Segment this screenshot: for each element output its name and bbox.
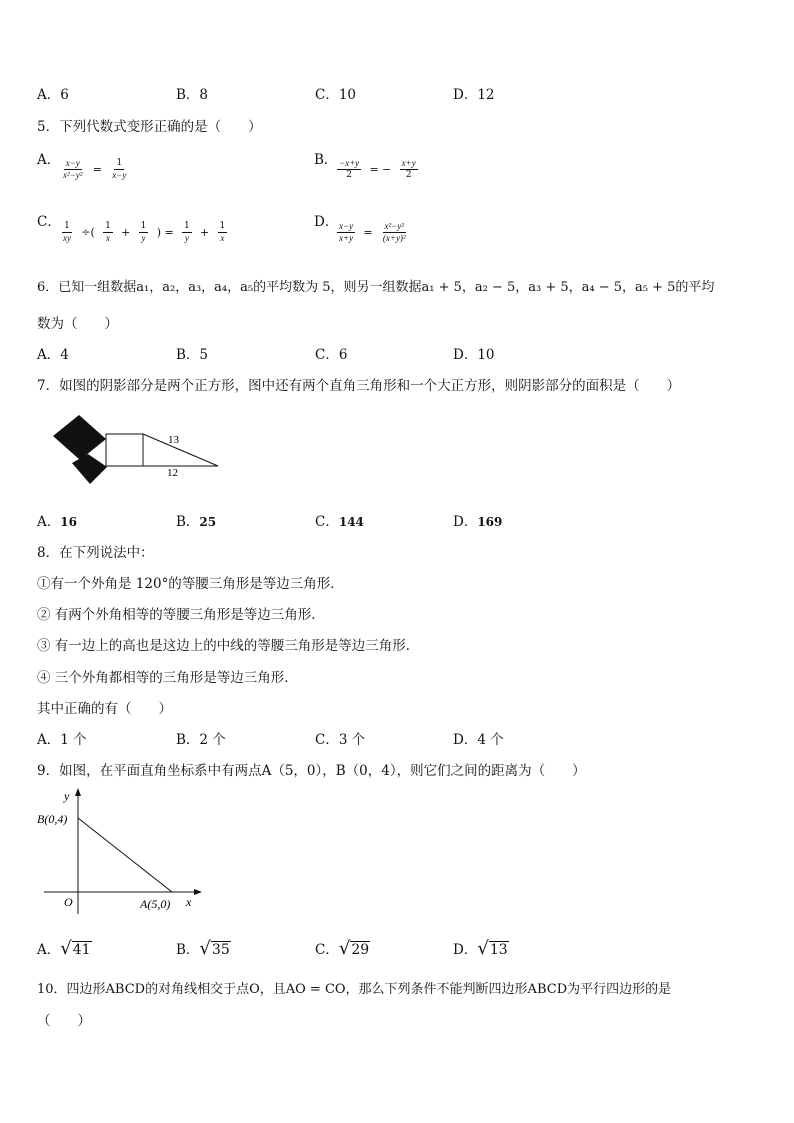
q5-c-div: ÷( — [81, 226, 95, 239]
q5-option-c — [37, 210, 61, 230]
q5-b-lhs-num: −x+y — [339, 158, 360, 168]
q5-b-rhs-num: x+y — [401, 158, 416, 168]
q8-stem: 8．在下列说法中： — [37, 545, 154, 561]
q8-item-3: ③ 有一边上的高也是这边上的中线的等腰三角形是等边三角形． — [37, 638, 420, 654]
q10-stem-line2: （ ） — [37, 1013, 91, 1029]
q7-big-square — [106, 434, 143, 466]
q5-a-lhs-num: x−y — [65, 158, 80, 168]
q5-c-f5-num: 1 — [219, 221, 226, 231]
q8-option-d: D．4 个 — [453, 732, 504, 748]
q6-stem-line2: 数为（ ） — [37, 316, 118, 332]
q5-d-eq: = — [363, 226, 373, 239]
q5-c-f2-num: 1 — [105, 221, 111, 231]
q7-option-c — [315, 510, 364, 530]
q9-x-label: x — [186, 895, 192, 909]
q6-option-a: A．4 — [37, 347, 69, 363]
q5-d-expr — [336, 221, 409, 244]
q4-option-c: C．10 — [315, 87, 357, 103]
q9-point-a-label: A(5,0) — [140, 897, 171, 911]
q5-c-f4-num: 1 — [184, 221, 190, 231]
q4-option-a: A．6 — [37, 87, 69, 103]
q5-c-label: C． — [37, 214, 61, 230]
q5-c-f3-den: y — [141, 233, 146, 243]
q5-d-label: D． — [314, 214, 339, 230]
q7-option-d-label: D． — [453, 514, 478, 530]
q5-stem: 5．下列代数式变形正确的是（ ） — [37, 119, 262, 135]
q5-c-f3-num: 1 — [140, 221, 147, 231]
q4-option-b: B．8 — [176, 87, 209, 103]
q8-item-4: ④ 三个外角都相等的三角形是等边三角形． — [37, 670, 298, 686]
q7-label-hypotenuse: 13 — [168, 434, 179, 446]
q8-question: 其中正确的有（ ） — [37, 701, 172, 717]
q5-c-f2-den: x — [105, 233, 110, 243]
q5-a-rhs-num: 1 — [116, 158, 123, 168]
q6-option-c: C．6 — [315, 347, 348, 363]
q9-option-b — [176, 938, 231, 958]
q5-d-lhs-den: x+y — [339, 233, 354, 243]
q9-option-c-radicand: 29 — [351, 942, 370, 958]
q5-option-a — [37, 148, 60, 168]
q6-option-d: D．10 — [453, 347, 495, 363]
q7-figure — [50, 412, 225, 488]
q5-a-lhs-den: x²−y² — [63, 170, 83, 180]
q7-option-b-label: B． — [176, 514, 200, 530]
q9-option-a-radicand: 41 — [72, 942, 91, 958]
q5-b-expr — [336, 158, 419, 181]
q9-y-label: y — [64, 789, 70, 803]
q9-stem: 9．如图，在平面直角坐标系中有两点A（5，0），B（0，4），则它们之间的距离为（ ） — [37, 763, 586, 779]
q5-a-label: A． — [37, 152, 61, 168]
q5-d-rhs-den: (x+y)² — [382, 233, 406, 243]
q5-c-close: ) = — [156, 226, 174, 239]
sqrt-symbol: √ 41 — [60, 938, 91, 959]
q8-option-c: C．3 个 — [315, 732, 366, 748]
q5-a-expr — [60, 158, 129, 181]
q5-a-rhs-den: x−y — [112, 170, 127, 180]
q9-option-a-label: A． — [37, 942, 61, 958]
q7-option-b — [176, 510, 216, 530]
q7-shaded-square-small — [72, 454, 107, 484]
q5-c-plus: + — [121, 226, 131, 239]
q5-c-f4-den: y — [184, 233, 189, 243]
sqrt-symbol: √ 35 — [199, 938, 230, 959]
q9-option-d-radicand: 13 — [489, 942, 508, 958]
sqrt-symbol: √ 29 — [338, 938, 370, 959]
q8-item-1: ①有一个外角是 120°的等腰三角形是等边三角形． — [37, 576, 344, 592]
q7-option-c-label: C． — [315, 514, 339, 530]
q5-a-eq: = — [92, 163, 102, 176]
q9-segment-ab — [78, 818, 172, 892]
q9-option-b-radicand: 35 — [211, 942, 230, 958]
q7-option-a — [37, 510, 77, 530]
q5-c-plus2: + — [200, 226, 210, 239]
q5-b-label: B． — [314, 152, 338, 168]
q7-label-base: 12 — [167, 467, 178, 479]
q5-d-lhs-num: x−y — [339, 221, 354, 231]
q5-c-expr — [60, 221, 228, 244]
q7-stem: 7．如图的阴影部分是两个正方形，图中还有两个直角三角形和一个大正方形，则阴影部分的面积是（ ） — [37, 378, 681, 394]
q9-option-b-label: B． — [176, 942, 200, 958]
q5-c-f1-num: 1 — [64, 221, 70, 231]
q8-option-b: B．2 个 — [176, 732, 226, 748]
q7-option-c-value: 144 — [338, 515, 364, 529]
q9-option-a — [37, 938, 92, 958]
q9-y-arrow — [75, 788, 81, 796]
q7-hypotenuse — [143, 434, 218, 466]
q7-option-b-value: 25 — [199, 515, 217, 529]
q5-d-rhs-num: x²−y² — [384, 221, 404, 231]
q5-b-lhs-den: 2 — [346, 170, 352, 180]
q5-b-rhs-den: 2 — [405, 170, 412, 180]
q5-option-d — [314, 210, 338, 230]
q9-coordinate-figure — [36, 786, 208, 916]
q8-item-2: ② 有两个外角相等的等腰三角形是等边三角形． — [37, 607, 325, 623]
q5-c-f1-den: xy — [63, 233, 71, 243]
q7-option-d-value: 169 — [477, 515, 503, 529]
q8-option-a: A．1 个 — [37, 732, 87, 748]
q9-x-arrow — [194, 889, 202, 895]
q5-c-f5-den: x — [220, 233, 225, 243]
q6-stem-line1: 6．已知一组数据a₁，a₂，a₃，a₄，a₅的平均数为 5，则另一组数据a₁ + 5，a₂ − 5，a₃ + 5，a₄ − 5，a₅ + 5的平均 — [37, 280, 715, 295]
q9-option-d-label: D． — [453, 942, 478, 958]
q9-point-b-label: B(0,4) — [37, 812, 68, 826]
q9-origin-label: O — [64, 895, 73, 909]
q4-option-d: D．12 — [453, 87, 495, 103]
q7-option-a-value: 16 — [60, 515, 77, 529]
q7-option-d — [453, 510, 502, 530]
q9-option-c — [315, 938, 370, 958]
q10-stem-line1: 10．四边形ABCD的对角线相交于点O，且AO = CO，那么下列条件不能判断四边形ABCD为平行四边形的是 — [37, 982, 672, 997]
q9-option-d — [453, 938, 509, 958]
q6-option-b: B．5 — [176, 347, 209, 363]
sqrt-symbol: √ 13 — [477, 938, 508, 959]
q7-option-a-label: A． — [37, 514, 61, 530]
q5-option-b — [314, 148, 337, 168]
q9-option-c-label: C． — [315, 942, 339, 958]
q7-shaded-square-large — [53, 415, 106, 460]
q5-b-eq: = − — [369, 163, 392, 176]
